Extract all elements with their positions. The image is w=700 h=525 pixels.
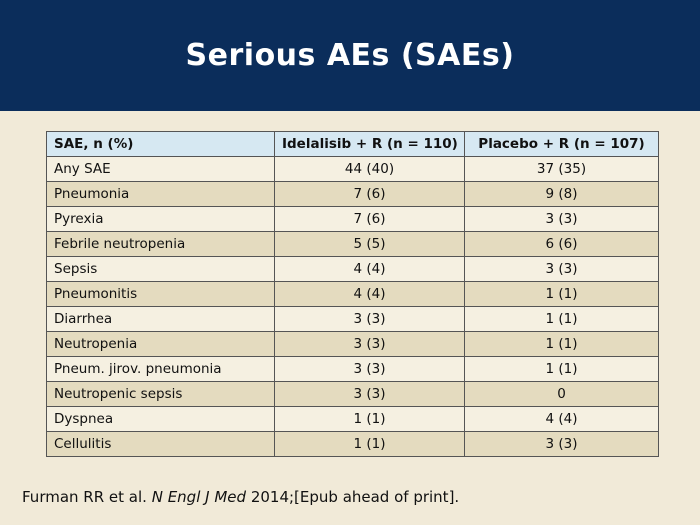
sae-name-cell: Neutropenic sepsis (47, 382, 275, 407)
table-header-row (47, 132, 659, 157)
table-row (47, 432, 659, 457)
citation (22, 488, 459, 506)
title-band (0, 0, 700, 111)
placebo-value-cell: 4 (4) (465, 407, 659, 432)
idelalisib-value-cell: 1 (1) (275, 432, 465, 457)
column-header-idelalisib: Idelalisib + R (n = 110) (275, 132, 465, 157)
sae-name-cell: Diarrhea (47, 307, 275, 332)
sae-name-cell: Pneumonitis (47, 282, 275, 307)
table-row (47, 282, 659, 307)
table-row (47, 382, 659, 407)
sae-name-cell: Pyrexia (47, 207, 275, 232)
placebo-value-cell: 9 (8) (465, 182, 659, 207)
placebo-value-cell: 6 (6) (465, 232, 659, 257)
table-row (47, 257, 659, 282)
table-row (47, 332, 659, 357)
sae-name-cell: Neutropenia (47, 332, 275, 357)
citation-details: 2014;[Epub ahead of print]. (250, 488, 460, 506)
table-row (47, 207, 659, 232)
column-header-placebo: Placebo + R (n = 107) (465, 132, 659, 157)
slide-title: Serious AEs (SAEs) (185, 38, 515, 73)
idelalisib-value-cell: 5 (5) (275, 232, 465, 257)
idelalisib-value-cell: 4 (4) (275, 257, 465, 282)
placebo-value-cell: 37 (35) (465, 157, 659, 182)
idelalisib-value-cell: 4 (4) (275, 282, 465, 307)
idelalisib-value-cell: 7 (6) (275, 182, 465, 207)
sae-table (46, 131, 659, 457)
idelalisib-value-cell: 3 (3) (275, 382, 465, 407)
table-row (47, 407, 659, 432)
placebo-value-cell: 1 (1) (465, 282, 659, 307)
sae-name-cell: Pneumonia (47, 182, 275, 207)
placebo-value-cell: 3 (3) (465, 207, 659, 232)
table-row (47, 157, 659, 182)
sae-name-cell: Sepsis (47, 257, 275, 282)
table-row (47, 357, 659, 382)
placebo-value-cell: 0 (465, 382, 659, 407)
placebo-value-cell: 3 (3) (465, 432, 659, 457)
sae-name-cell: Febrile neutropenia (47, 232, 275, 257)
citation-journal: N Engl J Med (151, 488, 247, 506)
sae-name-cell: Cellulitis (47, 432, 275, 457)
idelalisib-value-cell: 44 (40) (275, 157, 465, 182)
sae-name-cell: Dyspnea (47, 407, 275, 432)
placebo-value-cell: 1 (1) (465, 307, 659, 332)
idelalisib-value-cell: 3 (3) (275, 307, 465, 332)
idelalisib-value-cell: 7 (6) (275, 207, 465, 232)
table-row (47, 182, 659, 207)
sae-name-cell: Any SAE (47, 157, 275, 182)
idelalisib-value-cell: 3 (3) (275, 357, 465, 382)
table-row (47, 232, 659, 257)
sae-name-cell: Pneum. jirov. pneumonia (47, 357, 275, 382)
placebo-value-cell: 3 (3) (465, 257, 659, 282)
column-header-sae: SAE, n (%) (47, 132, 275, 157)
table-row (47, 307, 659, 332)
placebo-value-cell: 1 (1) (465, 357, 659, 382)
citation-authors: Furman RR et al. (22, 488, 147, 506)
idelalisib-value-cell: 1 (1) (275, 407, 465, 432)
placebo-value-cell: 1 (1) (465, 332, 659, 357)
idelalisib-value-cell: 3 (3) (275, 332, 465, 357)
